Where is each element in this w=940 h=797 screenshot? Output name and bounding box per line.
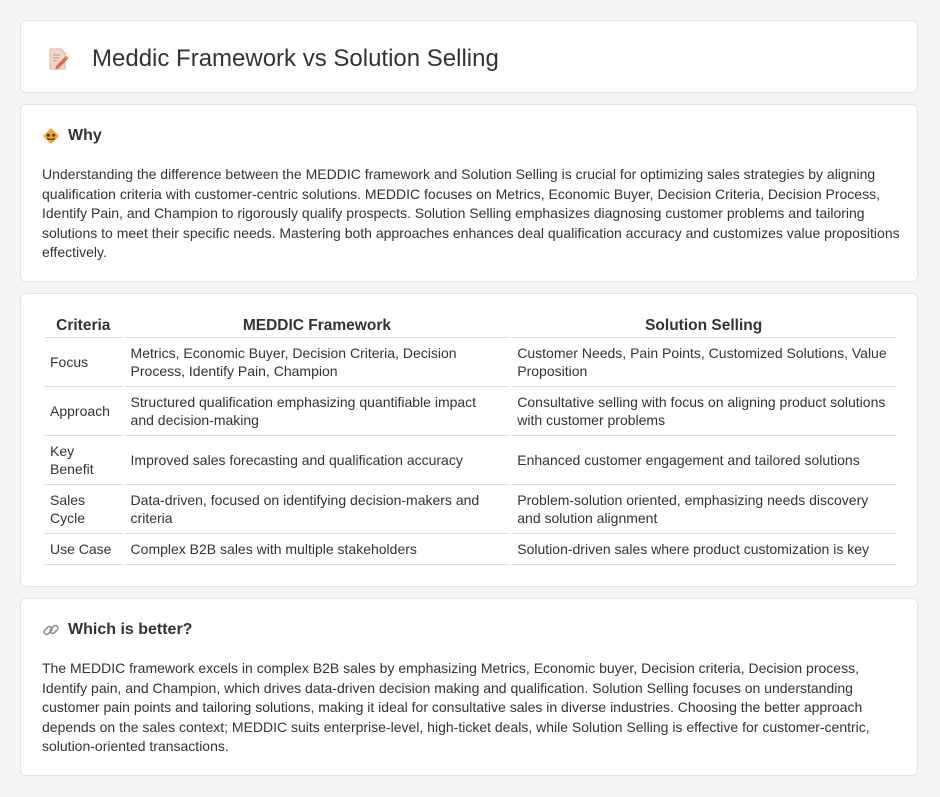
row-solution: Customer Needs, Pain Points, Customized Solutions, Value Proposition (511, 338, 896, 387)
row-solution: Problem-solution oriented, emphasizing needs discovery and solution alignment (511, 485, 896, 534)
table-row (44, 338, 896, 387)
row-solution: Solution-driven sales where product customization is key (511, 534, 896, 565)
row-meddic: Metrics, Economic Buyer, Decision Criteria, Decision Process, Identify Pain, Champion (125, 338, 510, 387)
better-text: The MEDDIC framework excels in complex B2B sales by emphasizing Metrics, Economic buyer, Decision criteria, Decision process, Identify pain, and Champion, which drives data-driven decision making and qualification. Solution Selling focuses on understanding customer pain points and tailoring solutions, making it ideal for consultative sales in diverse industries. Choosing the better approach depends on the sales context; MEDDIC suits enterprise-level, high-ticket deals, while Solution Selling is effective for customer-centric, solution-oriented transactions. (42, 660, 870, 754)
row-criteria: Approach (44, 387, 123, 436)
row-criteria: Key Benefit (44, 436, 123, 485)
row-criteria: Focus (44, 338, 123, 387)
page-title: Meddic Framework vs Solution Selling (92, 45, 499, 72)
header-solution: Solution Selling (511, 316, 896, 338)
table-row (44, 436, 896, 485)
handshake-diamond-icon (42, 127, 60, 145)
table-row (44, 534, 896, 565)
table-row (44, 387, 896, 436)
row-meddic: Complex B2B sales with multiple stakeholders (125, 534, 510, 565)
table-header-row (44, 316, 896, 338)
comparison-section (20, 293, 918, 587)
document-pencil-icon (47, 47, 69, 71)
comparison-table (42, 316, 898, 565)
row-meddic: Data-driven, focused on identifying decision-makers and criteria (125, 485, 510, 534)
better-heading (42, 620, 192, 640)
better-title: Which is better? (68, 621, 193, 638)
row-solution: Consultative selling with focus on aligning product solutions with customer problems (511, 387, 896, 436)
header-meddic: MEDDIC Framework (125, 316, 510, 338)
why-section (20, 104, 918, 282)
why-heading (42, 126, 102, 146)
table-row (44, 485, 896, 534)
header-criteria: Criteria (44, 316, 123, 338)
why-title: Why (68, 127, 102, 144)
header-card (20, 20, 918, 93)
row-meddic: Improved sales forecasting and qualification accuracy (125, 436, 510, 485)
link-icon (42, 621, 60, 639)
why-text: Understanding the difference between the MEDDIC framework and Solution Selling is crucial for optimizing sales strategies by aligning qualification criteria with customer-centric solutions. MEDDIC focuses on Metrics, Economic Buyer, Decision Criteria, Decision Process, Identify Pain, and Champion to rigorously qualify prospects. Solution Selling emphasizes diagnosing customer problems and tailoring solutions to meet their specific needs. Mastering both approaches enhances deal qualification accuracy and customizes value propositions effectively. (42, 166, 900, 260)
row-meddic: Structured qualification emphasizing quantifiable impact and decision-making (125, 387, 510, 436)
row-criteria: Use Case (44, 534, 123, 565)
row-solution: Enhanced customer engagement and tailored solutions (511, 436, 896, 485)
row-criteria: Sales Cycle (44, 485, 123, 534)
better-section (20, 598, 918, 776)
